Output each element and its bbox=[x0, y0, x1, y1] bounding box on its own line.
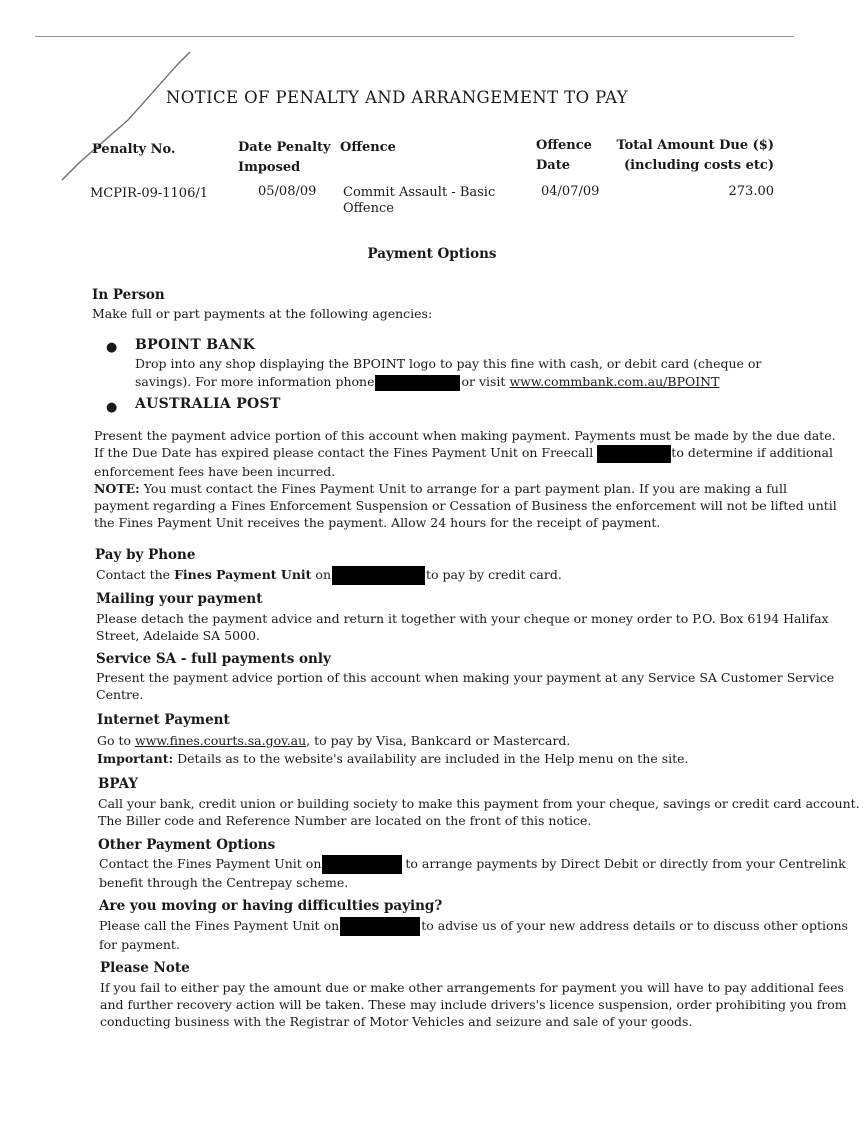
header-offence-date bbox=[536, 136, 592, 176]
bpoint-link[interactable]: www.commbank.com.au/BPOINT bbox=[509, 374, 720, 389]
internet-payment-heading: Internet Payment bbox=[97, 712, 230, 728]
header-date-imposed-line1: Date Penalty bbox=[238, 140, 331, 155]
service-sa-heading: Service SA - full payments only bbox=[96, 651, 331, 667]
australia-post-heading: AUSTRALIA POST bbox=[135, 396, 281, 412]
other-options-line2: benefit through the Centrepay scheme. bbox=[99, 875, 349, 890]
page-title: NOTICE OF PENALTY AND ARRANGEMENT TO PAY bbox=[165, 88, 629, 107]
mailing-line2: Street, Adelaide SA 5000. bbox=[96, 628, 260, 643]
bpoint-heading: BPOINT BANK bbox=[135, 337, 256, 353]
header-total bbox=[616, 136, 774, 176]
bpay-text bbox=[98, 795, 860, 829]
pay-by-phone-heading: Pay by Phone bbox=[95, 547, 196, 563]
internet-payment-text bbox=[97, 732, 570, 749]
redacted-phone bbox=[340, 917, 420, 936]
redacted-phone bbox=[597, 445, 671, 463]
important-text bbox=[97, 750, 689, 767]
header-offence-date-line1: Offence bbox=[536, 138, 592, 153]
moving-line1 bbox=[99, 917, 848, 936]
other-options-text bbox=[99, 855, 846, 891]
header-offence: Offence bbox=[340, 140, 396, 155]
mailing-line1: Please detach the payment advice and return it together with your cheque or money order to P.O. Box 6194 Halifax bbox=[96, 611, 829, 626]
note-line3: the Fines Payment Unit receives the payment. Allow 24 hours for the receipt of payment. bbox=[94, 515, 661, 530]
bpay-line1: Call your bank, credit union or building society to make this payment from your cheque, savings or credit card account. bbox=[98, 796, 860, 811]
bpoint-text-line2-a: savings). For more information phone bbox=[135, 374, 375, 389]
header-total-line1: Total Amount Due ($) bbox=[616, 138, 774, 153]
bullet-icon: ● bbox=[106, 340, 118, 355]
mailing-heading: Mailing your payment bbox=[96, 591, 263, 607]
pay-by-phone-text bbox=[96, 566, 562, 585]
auspost-line2-a: If the Due Date has expired please contact the Fines Payment Unit on Freecall bbox=[94, 445, 594, 460]
bpay-line2: The Biller code and Reference Number are located on the front of this notice. bbox=[98, 813, 592, 828]
auspost-line3: enforcement fees have been incurred. bbox=[94, 463, 336, 479]
internet-text-a: Go to bbox=[97, 733, 136, 748]
pen-stroke-mark bbox=[60, 50, 210, 190]
other-options-line1-b: to arrange payments by Direct Debit or directly from your Centrelink bbox=[405, 856, 846, 871]
note-paragraph bbox=[94, 480, 837, 531]
mailing-text bbox=[96, 610, 829, 644]
bpoint-text-line2 bbox=[135, 373, 719, 391]
internet-text-b: , to pay by Visa, Bankcard or Mastercard. bbox=[306, 733, 571, 748]
moving-line1-a: Please call the Fines Payment Unit on bbox=[99, 918, 340, 933]
pay-by-phone-text-b: on bbox=[311, 567, 332, 582]
header-offence-date-line2: Date bbox=[536, 158, 570, 173]
bpoint-text-line1: Drop into any shop displaying the BPOINT logo to pay this fine with cash, or debit card (cheque or bbox=[135, 356, 762, 371]
please-note-line2: and further recovery action will be taken. These may include drivers's licence suspension, order prohibiting you from bbox=[100, 997, 847, 1012]
offence-value-line1: Commit Assault - Basic bbox=[343, 185, 496, 200]
moving-line2: for payment. bbox=[99, 937, 180, 952]
in-person-heading: In Person bbox=[92, 287, 165, 303]
header-penalty-no: Penalty No. bbox=[92, 142, 176, 157]
pay-by-phone-text-c: to pay by credit card. bbox=[426, 567, 562, 582]
moving-text bbox=[99, 917, 848, 953]
note-line1-text: You must contact the Fines Payment Unit to arrange for a part payment plan. If you are making a full bbox=[139, 481, 787, 496]
payment-options-heading: Payment Options bbox=[367, 246, 497, 262]
header-date-imposed-line2: Imposed bbox=[238, 160, 301, 175]
moving-line1-b: to advise us of your new address details or to discuss other options bbox=[421, 918, 848, 933]
auspost-paragraph bbox=[94, 427, 836, 480]
please-note-line3: conducting business with the Registrar of Motor Vehicles and seizure and sale of your goods. bbox=[100, 1014, 693, 1029]
important-label: Important: bbox=[97, 751, 174, 766]
please-note-heading: Please Note bbox=[100, 960, 190, 976]
pay-by-phone-text-a: Contact the bbox=[96, 567, 175, 582]
fines-payment-unit-label: Fines Payment Unit bbox=[174, 567, 312, 582]
important-text-body: Details as to the website's availability are included in the Help menu on the site. bbox=[173, 751, 689, 766]
note-line1 bbox=[94, 480, 837, 497]
bpay-heading: BPAY bbox=[98, 776, 139, 792]
auspost-line1: Present the payment advice portion of this account when making payment. Payments must be made by the due date. bbox=[94, 428, 836, 443]
other-options-heading: Other Payment Options bbox=[98, 837, 276, 853]
in-person-intro: Make full or part payments at the following agencies: bbox=[92, 306, 433, 321]
header-date-imposed bbox=[238, 138, 331, 178]
please-note-text bbox=[100, 979, 847, 1030]
note-label: NOTE: bbox=[94, 481, 140, 496]
offence-value-line2: Offence bbox=[343, 201, 394, 216]
top-rule bbox=[35, 36, 794, 37]
bpoint-text-line2-b: or visit bbox=[461, 374, 506, 389]
auspost-line2 bbox=[94, 444, 833, 463]
fines-website-link[interactable]: www.fines.courts.sa.gov.au bbox=[135, 733, 307, 748]
redacted-phone bbox=[332, 566, 425, 585]
offence-date-value: 04/07/09 bbox=[541, 184, 600, 199]
date-imposed-value: 05/08/09 bbox=[258, 184, 317, 199]
service-sa-text bbox=[96, 669, 834, 703]
bullet-icon: ● bbox=[106, 400, 118, 415]
other-options-line1-a: Contact the Fines Payment Unit on bbox=[99, 856, 322, 871]
header-total-line2: (including costs etc) bbox=[623, 158, 774, 173]
offence-value bbox=[343, 185, 495, 217]
penalty-no-value: MCPIR-09-1106/1 bbox=[90, 186, 208, 201]
please-note-line1: If you fail to either pay the amount due or make other arrangements for payment you will have to pay additional fees bbox=[100, 980, 844, 995]
moving-heading: Are you moving or having difficulties paying? bbox=[99, 898, 443, 914]
other-options-line1 bbox=[99, 855, 846, 874]
redacted-phone bbox=[322, 855, 402, 874]
total-value: 273.00 bbox=[728, 184, 774, 199]
note-line2: payment regarding a Fines Enforcement Suspension or Cessation of Business the enforcement will not be lifted until bbox=[94, 498, 837, 513]
service-sa-line2: Centre. bbox=[96, 687, 144, 702]
auspost-line2-b: to determine if additional bbox=[671, 445, 833, 460]
redacted-phone bbox=[375, 375, 460, 391]
service-sa-line1: Present the payment advice portion of this account when making your payment at any Service SA Customer Service bbox=[96, 670, 835, 685]
